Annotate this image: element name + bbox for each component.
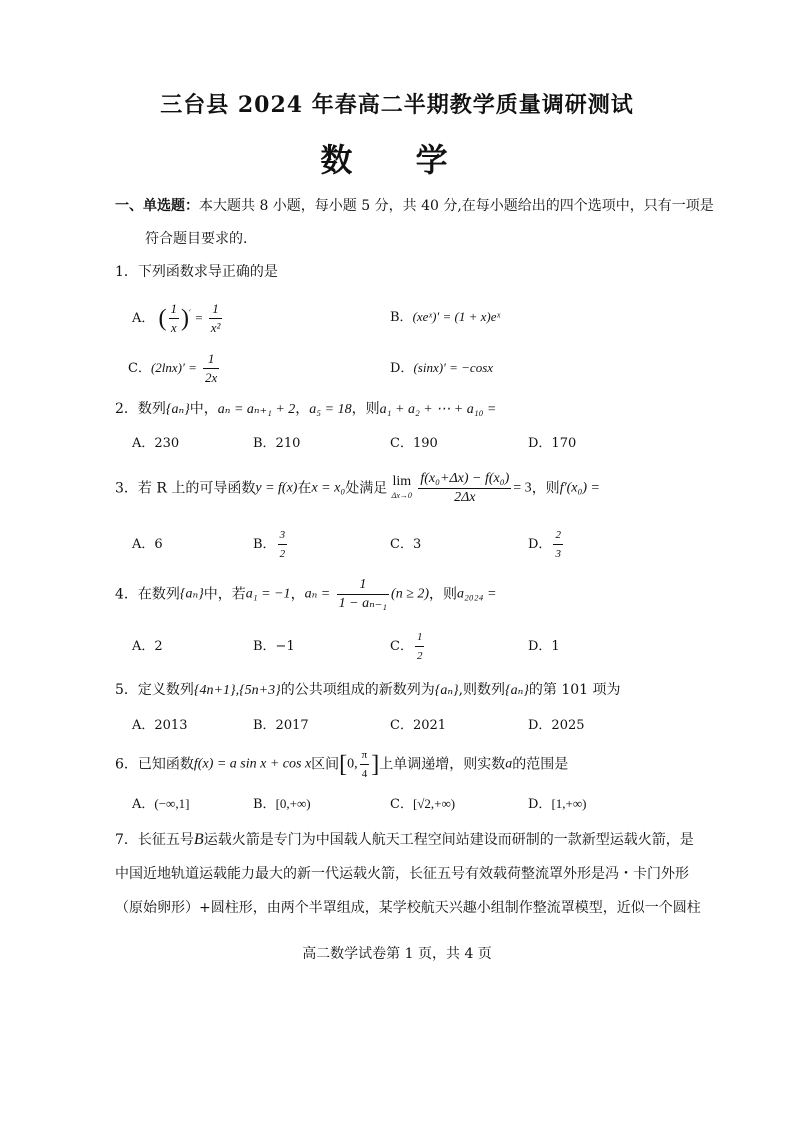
q6-option-a: A．(−∞,1]: [132, 796, 190, 812]
exam-title: 三台县 2024 年春高二半期教学质量调研测试: [160, 92, 634, 118]
section-text-2: 符合题目要求的.: [145, 231, 248, 247]
q5-option-c: C．2021: [390, 718, 447, 733]
q6-option-b: B．[0,+∞): [253, 796, 311, 812]
q4-option-b: B．−1: [253, 639, 295, 654]
q4-option-c: C． $\frac{1}{2}$: [390, 628, 426, 665]
q6-option-d: D．[1,+∞): [528, 796, 587, 812]
q5-option-b: B．2017: [253, 718, 309, 733]
question-2-stem: 2．数列{aₙ}中，aₙ = aₙ₊₁ + 2，a₅ = 18，则a₁ + a₂ + ⋯ + a₁₀ =: [115, 401, 497, 417]
q5-option-a: A．2013: [132, 718, 188, 733]
question-3-stem: 3．若 R 上的可导函数y = f(x)在x = x₀处满足 lim Δx→0 $\frac{\text{f(x₀+Δx) − f(x₀)}}{2\Delta x}$ = 3，则f′(x₀) =: [115, 471, 600, 505]
question-4-stem: 4．在数列{aₙ}中，若a₁ = −1，aₙ = $\frac{1}{\text{1 − aₙ₋₁}}$ (n ≥ 2)，则a₂₀₂₄ =: [115, 577, 497, 611]
exam-subject: 数 学: [320, 141, 474, 179]
section-text: 本大题共 8 小题，每小题 5 分，共 40 分,在每小题给出的四个选项中，只有一项是: [199, 198, 714, 214]
q2-option-d: D．170: [528, 436, 577, 451]
q3-option-d: D． $\frac{2}{3}$: [528, 526, 565, 563]
question-7-line-3: （原始卵形）+圆柱形，由两个半罩组成，某学校航天兴趣小组制作整流罩模型，近似一个圆柱: [115, 900, 701, 916]
q1-option-b: B．(xeˣ)′ = (1 + x)eˣ: [390, 309, 501, 325]
q1-option-c: C．(2lnx)′ = $\frac{1}{2x}$: [128, 351, 218, 385]
question-7-line-1: 7．长征五号B运载火箭是专门为中国载人航天工程空间站建设而研制的一款新型运载火箭，是: [115, 831, 694, 848]
q1-option-d: D．(sinx)′ = −cosx: [390, 360, 494, 376]
question-1-stem: 1．下列函数求导正确的是: [115, 264, 278, 280]
q6-option-c: C．[√2,+∞): [390, 796, 456, 812]
q3-option-c: C．3: [390, 537, 422, 552]
question-7-line-2: 中国近地轨道运载能力最大的新一代运载火箭，长征五号有效载荷整流罩外形是冯・卡门外形: [115, 866, 689, 882]
q5-option-d: D．2025: [528, 718, 585, 733]
q2-option-b: B．210: [253, 436, 301, 451]
q2-option-c: C．190: [390, 436, 438, 451]
section-header: [115, 196, 714, 216]
question-5-stem: 5．定义数列{4n+1},{5n+3}的公共项组成的新数列为{aₙ},则数列{aₙ}的第 101 项为: [115, 682, 621, 698]
q3-option-a: A．6: [132, 537, 163, 552]
page-footer: 高二数学试卷第 1 页，共 4 页: [302, 946, 492, 962]
q2-option-a: A．230: [132, 436, 180, 451]
q4-option-a: A．2: [132, 639, 163, 654]
q3-option-b: B． $\frac{3}{2}$: [253, 526, 289, 563]
question-6-stem: 6．已知函数f(x) = a sin x + cos x区间[0, $\frac{\pi}{4}$ ]上单调递增，则实数a的范围是: [115, 746, 568, 783]
q4-option-d: D．1: [528, 639, 560, 654]
q1-option-a: A． ( $\frac{1}{x}$ )′ = $\frac{1}{\text{x²}}$: [132, 301, 221, 335]
section-label: 一、单选题：: [115, 198, 199, 214]
